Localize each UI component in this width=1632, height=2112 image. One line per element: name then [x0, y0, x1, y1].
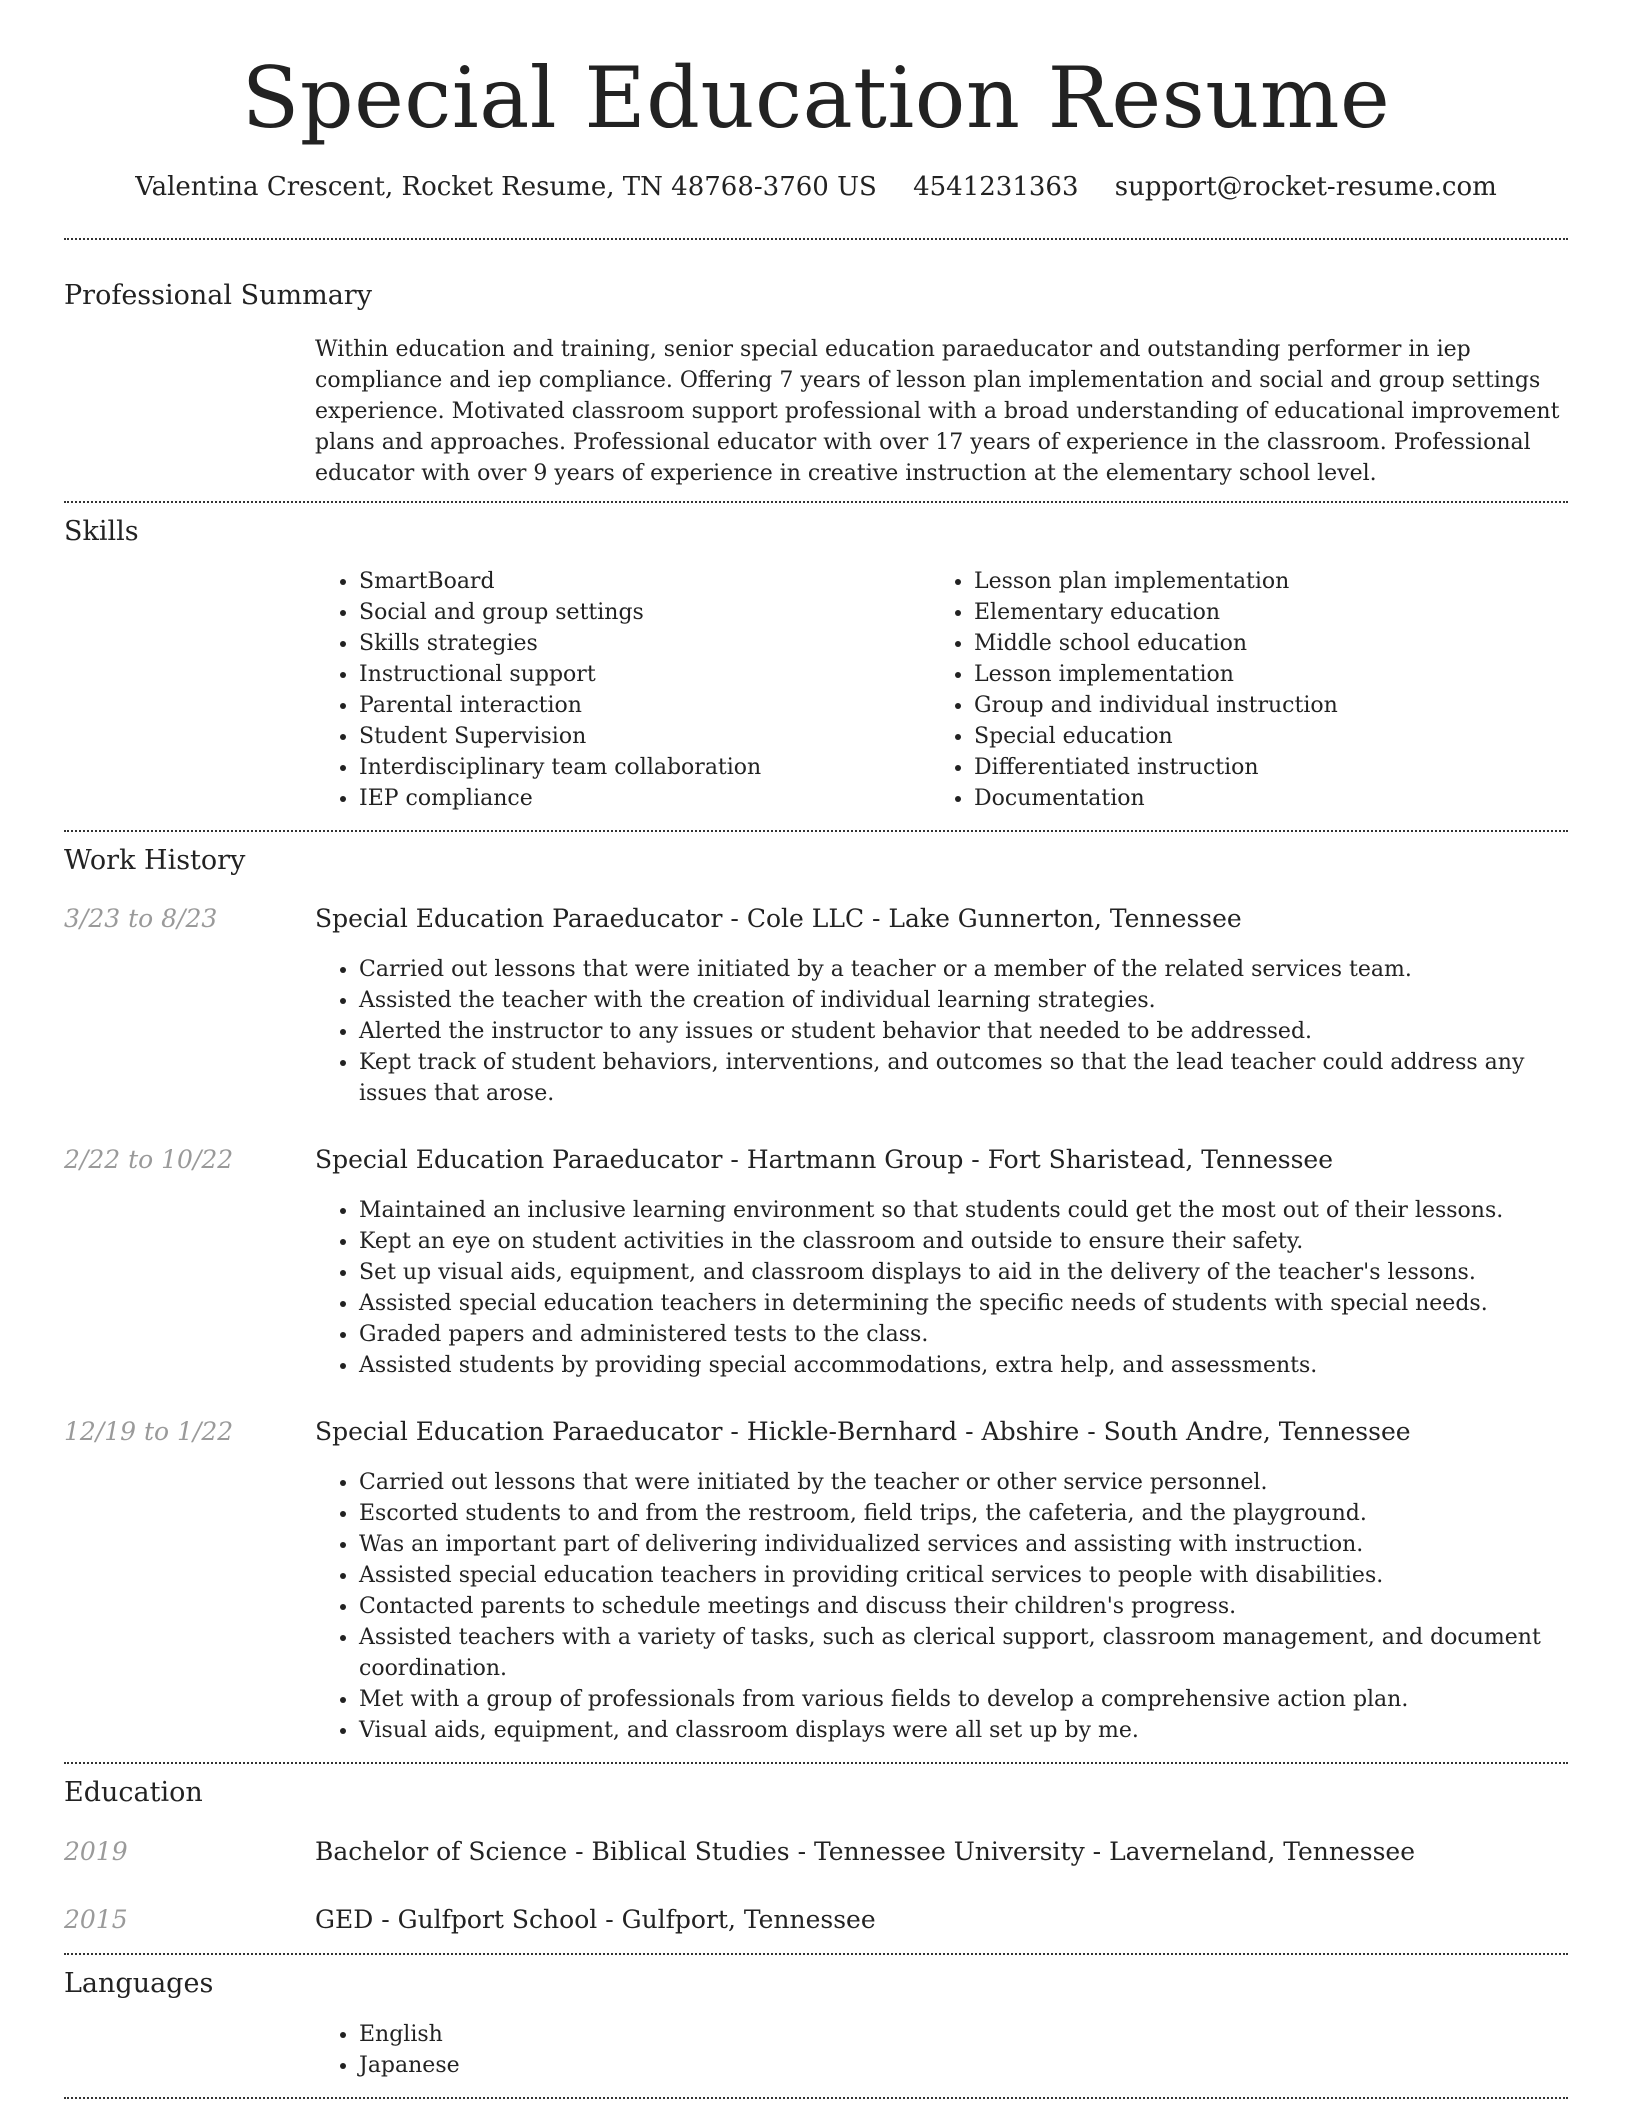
skill-item: • Group and individual instruction: [974, 690, 1545, 721]
education-year: 2019: [64, 1837, 128, 1867]
job-duty: • Was an important part of delivering individualized services and assisting with instruction.: [359, 1529, 1568, 1560]
languages-list: [315, 2019, 1568, 2081]
job-duty: • Met with a group of professionals from various fields to develop a comprehensive action plan.: [359, 1684, 1568, 1715]
job-duty: • Assisted students by providing special accommodations, extra help, and assessments.: [359, 1350, 1568, 1381]
job-duty: • Alerted the instructor to any issues or student behavior that needed to be addressed.: [359, 1016, 1568, 1047]
job-duty: • Assisted the teacher with the creation of individual learning strategies.: [359, 985, 1568, 1016]
job-duty: • Visual aids, equipment, and classroom displays were all set up by me.: [359, 1715, 1568, 1746]
job-entry: [64, 1145, 1568, 1381]
education-year: 2015: [64, 1905, 128, 1935]
languages-heading: Languages: [64, 1968, 214, 2000]
skills-section: [64, 516, 1568, 814]
job-duty: • Carried out lessons that were initiated by the teacher or other service personnel.: [359, 1467, 1568, 1498]
work-section: [64, 845, 1568, 1745]
education-entry: [64, 1837, 1568, 1867]
job-duty: • Kept track of student behaviors, interventions, and outcomes so that the lead teacher could address any issues that arose.: [359, 1047, 1568, 1109]
job-duty: • Escorted students to and from the restroom, field trips, the cafeteria, and the playground.: [359, 1498, 1568, 1529]
skill-item: • IEP compliance: [359, 783, 930, 814]
job-duty: • Assisted special education teachers in determining the specific needs of students with special needs.: [359, 1288, 1568, 1319]
job-duties: [315, 1467, 1568, 1746]
job-duty: • Graded papers and administered tests to the class.: [359, 1319, 1568, 1350]
job-dates: 3/23 to 8/23: [64, 903, 218, 933]
job-duty: • Set up visual aids, equipment, and classroom displays to aid in the delivery of the teacher's lessons.: [359, 1257, 1568, 1288]
skill-item: • Interdisciplinary team collaboration: [359, 752, 930, 783]
job-entry: [64, 904, 1568, 1109]
skills-list-left: [315, 566, 930, 814]
job-duty: • Assisted teachers with a variety of tasks, such as clerical support, classroom management, and document coordination.: [359, 1622, 1568, 1684]
job-duties: [315, 954, 1568, 1109]
skill-item: • SmartBoard: [359, 566, 930, 597]
job-duties: [315, 1195, 1568, 1381]
job-duty: • Assisted special education teachers in providing critical services to people with disabilities.: [359, 1560, 1568, 1591]
section-divider: [64, 830, 1568, 832]
skill-item: • Middle school education: [974, 628, 1545, 659]
job-duty: • Carried out lessons that were initiated by a teacher or a member of the related services team.: [359, 954, 1568, 985]
summary-text: Within education and training, senior special education paraeducator and outstanding performer in iep compliance and iep compliance. Offering 7 years of lesson plan implementation and social and group settings experience. Motivated classroom support professional with a broad understanding of educational improvement plans and approaches. Professional educator with over 17 years of experience in the classroom. Professional educator with over 9 years of experience in creative instruction at the elementary school level.: [315, 336, 1560, 486]
job-title: Special Education Paraeducator - Hartmann Group - Fort Sharistead, Tennessee: [315, 1144, 1334, 1174]
contact-phone: 4541231363: [913, 172, 1079, 203]
education-section: [64, 1777, 1568, 1935]
skill-item: • Social and group settings: [359, 597, 930, 628]
job-dates: 2/22 to 10/22: [64, 1144, 234, 1174]
section-divider: [64, 501, 1568, 503]
job-duty: • Kept an eye on student activities in the classroom and outside to ensure their safety.: [359, 1226, 1568, 1257]
skill-item: • Special education: [974, 721, 1545, 752]
job-duty: • Contacted parents to schedule meetings and discuss their children's progress.: [359, 1591, 1568, 1622]
skill-item: • Lesson implementation: [974, 659, 1545, 690]
language-item: • Japanese: [359, 2050, 1568, 2081]
skill-item: • Student Supervision: [359, 721, 930, 752]
skill-item: • Skills strategies: [359, 628, 930, 659]
skill-item: • Lesson plan implementation: [974, 566, 1545, 597]
job-duty: • Maintained an inclusive learning environment so that students could get the most out of their lessons.: [359, 1195, 1568, 1226]
languages-section: [64, 1968, 1568, 2080]
resume-title: Special Education Resume: [241, 49, 1391, 147]
job-entry: [64, 1417, 1568, 1746]
skill-item: • Parental interaction: [359, 690, 930, 721]
education-detail: GED - Gulfport School - Gulfport, Tennessee: [315, 1905, 876, 1935]
work-heading: Work History: [64, 845, 246, 877]
section-divider: [64, 1762, 1568, 1764]
job-title: Special Education Paraeducator - Hickle-Bernhard - Abshire - South Andre, Tennessee: [315, 1416, 1411, 1446]
language-item: • English: [359, 2019, 1568, 2050]
contact-line: [64, 172, 1568, 203]
education-heading: Education: [64, 1776, 203, 1808]
education-entry: [64, 1905, 1568, 1935]
job-title: Special Education Paraeducator - Cole LLC - Lake Gunnerton, Tennessee: [315, 903, 1242, 933]
skills-list-right: [930, 566, 1545, 814]
section-divider: [64, 2097, 1568, 2099]
contact-address: Valentina Crescent, Rocket Resume, TN 48768-3760 US: [135, 172, 877, 203]
skill-item: • Documentation: [974, 783, 1545, 814]
skill-item: • Elementary education: [974, 597, 1545, 628]
contact-email: support@rocket-resume.com: [1114, 172, 1497, 203]
education-detail: Bachelor of Science - Biblical Studies - Tennessee University - Laverneland, Tennessee: [315, 1837, 1416, 1867]
summary-section: [64, 280, 1568, 489]
skill-item: • Instructional support: [359, 659, 930, 690]
section-divider: [64, 238, 1568, 240]
section-divider: [64, 1953, 1568, 1955]
skill-item: • Differentiated instruction: [974, 752, 1545, 783]
job-dates: 12/19 to 1/22: [64, 1416, 234, 1446]
skills-heading: Skills: [64, 515, 139, 547]
summary-heading: Professional Summary: [64, 279, 372, 311]
